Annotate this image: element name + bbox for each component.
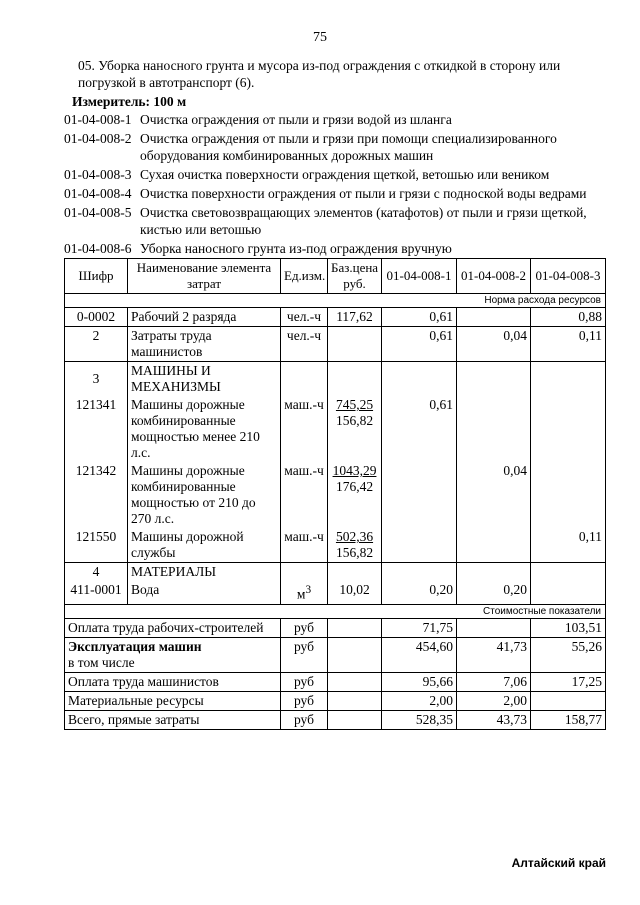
summary-price	[328, 710, 382, 729]
cell-value-2	[457, 308, 531, 327]
summary-price	[328, 618, 382, 637]
cell-price: 10,02	[328, 581, 382, 604]
cell-value-2: 0,04	[457, 327, 531, 362]
price-primary: 1043,29	[332, 463, 377, 478]
summary-unit: руб	[281, 637, 328, 672]
summary-name: Оплата труда машинистов	[65, 672, 281, 691]
cell-value-1	[382, 362, 457, 397]
header-name: Наименование элемента затрат	[128, 259, 281, 294]
cell-code: 0-0002	[65, 308, 128, 327]
table-row	[65, 362, 606, 397]
header-col-3: 01-04-008-3	[531, 259, 606, 294]
cell-price	[328, 362, 382, 397]
cell-value-1: 0,61	[382, 396, 457, 462]
code-id: 01-04-008-5	[64, 205, 132, 220]
summary-price	[328, 637, 382, 672]
header-col-1: 01-04-008-1	[382, 259, 457, 294]
cell-value-2	[457, 563, 531, 582]
table-row	[65, 327, 606, 362]
cell-value-1: 0,61	[382, 327, 457, 362]
summary-value-2: 43,73	[457, 710, 531, 729]
code-id: 01-04-008-4	[64, 186, 132, 201]
cell-name: Машины дорожные комбинированные мощностью менее 210 л.с.	[128, 396, 281, 462]
cell-code: 121550	[65, 528, 128, 563]
summary-value-1: 2,00	[382, 691, 457, 710]
code-id: 01-04-008-6	[64, 241, 132, 256]
table-row	[65, 581, 606, 604]
cell-value-2: 0,04	[457, 462, 531, 528]
summary-unit: руб	[281, 710, 328, 729]
price-secondary: 156,82	[335, 545, 374, 560]
summary-row	[65, 672, 606, 691]
table-row	[65, 528, 606, 563]
cell-value-3: 0,88	[531, 308, 606, 327]
summary-value-1: 454,60	[382, 637, 457, 672]
code-item	[64, 166, 619, 183]
code-id: 01-04-008-1	[64, 112, 132, 127]
summary-row	[65, 691, 606, 710]
cell-value-3	[531, 581, 606, 604]
cell-price	[328, 462, 382, 528]
table-row	[65, 563, 606, 582]
summary-unit: руб	[281, 672, 328, 691]
cell-code: 121341	[65, 396, 128, 462]
cell-code: 3	[65, 362, 128, 397]
cell-value-3: 0,11	[531, 528, 606, 563]
cell-price	[328, 528, 382, 563]
cell-value-1: 0,20	[382, 581, 457, 604]
code-description: Очистка ограждения от пыли и грязи при помощи специализированного оборудования комбинированных дорожных машин	[140, 131, 557, 163]
code-description: Очистка ограждения от пыли и грязи водой из шланга	[140, 112, 452, 127]
cell-name: Машины дорожные комбинированные мощностью от 210 до 270 л.с.	[128, 462, 281, 528]
summary-name	[65, 637, 281, 672]
code-description: Очистка поверхности ограждения от пыли и грязи с подноской воды ведрами	[140, 186, 587, 201]
cell-unit	[281, 581, 328, 604]
cell-value-3	[531, 462, 606, 528]
header-col-2: 01-04-008-2	[457, 259, 531, 294]
summary-value-1: 71,75	[382, 618, 457, 637]
table-header-row	[65, 259, 606, 294]
header-unit: Ед.изм.	[281, 259, 328, 294]
cell-code: 121342	[65, 462, 128, 528]
summary-value-3: 17,25	[531, 672, 606, 691]
costs-subheader-row	[65, 604, 606, 618]
summary-row	[65, 710, 606, 729]
code-item	[64, 130, 619, 164]
cell-code: 4	[65, 563, 128, 582]
cell-unit: чел.-ч	[281, 308, 328, 327]
price-secondary: 156,82	[335, 413, 374, 428]
summary-value-3	[531, 691, 606, 710]
header-code: Шифр	[65, 259, 128, 294]
cell-unit: маш.-ч	[281, 528, 328, 563]
resource-table	[64, 258, 606, 730]
cell-code: 2	[65, 327, 128, 362]
summary-name: Всего, прямые затраты	[65, 710, 281, 729]
cell-name: МАТЕРИАЛЫ	[128, 563, 281, 582]
summary-value-3: 55,26	[531, 637, 606, 672]
code-item	[64, 111, 619, 128]
cell-value-3	[531, 396, 606, 462]
cell-value-1: 0,61	[382, 308, 457, 327]
price-primary: 745,25	[335, 397, 374, 412]
cell-unit: чел.-ч	[281, 327, 328, 362]
summary-title: Эксплуатация машин	[68, 638, 202, 654]
cell-price	[328, 327, 382, 362]
cell-unit: маш.-ч	[281, 396, 328, 462]
table-row	[65, 396, 606, 462]
summary-value-2: 2,00	[457, 691, 531, 710]
norms-subheader: Норма расхода ресурсов	[65, 294, 606, 308]
unit-base: м	[296, 586, 306, 602]
summary-value-3: 103,51	[531, 618, 606, 637]
summary-value-2: 7,06	[457, 672, 531, 691]
summary-price	[328, 672, 382, 691]
cell-value-1	[382, 563, 457, 582]
summary-value-3: 158,77	[531, 710, 606, 729]
cell-name: Вода	[128, 581, 281, 604]
cell-value-3: 0,11	[531, 327, 606, 362]
cell-value-3	[531, 362, 606, 397]
code-id: 01-04-008-2	[64, 131, 132, 146]
section-intro: 05. Уборка наносного грунта и мусора из-под ограждения с откидкой в сторону или погрузкой в автотранспорт (6).	[78, 58, 561, 90]
summary-note: в том числе	[68, 654, 135, 670]
measure-unit: Измеритель: 100 м	[72, 94, 187, 109]
cell-unit	[281, 563, 328, 582]
unit-superscript: 3	[305, 584, 312, 596]
cell-value-2	[457, 396, 531, 462]
summary-name: Оплата труда рабочих-строителей	[65, 618, 281, 637]
summary-name: Материальные ресурсы	[65, 691, 281, 710]
summary-row	[65, 618, 606, 637]
norms-subheader-row	[65, 294, 606, 308]
cell-code: 411-0001	[65, 581, 128, 604]
cell-value-1	[382, 528, 457, 563]
cell-price	[328, 563, 382, 582]
table-row	[65, 308, 606, 327]
cell-value-2: 0,20	[457, 581, 531, 604]
summary-row	[65, 637, 606, 672]
code-item	[64, 185, 619, 202]
code-item	[64, 204, 619, 238]
price-primary: 502,36	[335, 529, 374, 544]
cell-value-2	[457, 362, 531, 397]
summary-value-2: 41,73	[457, 637, 531, 672]
code-description: Уборка наносного грунта из-под ограждения вручную	[140, 241, 452, 256]
code-description: Сухая очистка поверхности ограждения щеткой, ветошью или веником	[140, 167, 550, 182]
cell-price: 117,62	[328, 308, 382, 327]
cell-value-3	[531, 563, 606, 582]
header-price: Баз.цена руб.	[328, 259, 382, 294]
cell-value-1	[382, 462, 457, 528]
code-id: 01-04-008-3	[64, 167, 132, 182]
table-row	[65, 462, 606, 528]
cell-name: Машины дорожной службы	[128, 528, 281, 563]
summary-price	[328, 691, 382, 710]
costs-subheader: Стоимостные показатели	[65, 604, 606, 618]
cell-name: Рабочий 2 разряда	[128, 308, 281, 327]
summary-value-1: 528,35	[382, 710, 457, 729]
code-list	[64, 111, 619, 259]
cell-name: Затраты труда машинистов	[128, 327, 281, 362]
footer-region: Алтайский край	[511, 856, 606, 870]
cell-unit	[281, 362, 328, 397]
cell-name: МАШИНЫ И МЕХАНИЗМЫ	[128, 362, 281, 397]
code-item	[64, 240, 619, 257]
cell-unit: маш.-ч	[281, 462, 328, 528]
summary-value-2	[457, 618, 531, 637]
price-secondary: 176,42	[335, 479, 374, 494]
summary-unit: руб	[281, 691, 328, 710]
code-description: Очистка световозвращающих элементов (катафотов) от пыли и грязи щеткой, кистью или ветошью	[140, 205, 587, 237]
cell-value-2	[457, 528, 531, 563]
cell-price	[328, 396, 382, 462]
page-number: 75	[313, 30, 327, 45]
summary-unit: руб	[281, 618, 328, 637]
summary-value-1: 95,66	[382, 672, 457, 691]
